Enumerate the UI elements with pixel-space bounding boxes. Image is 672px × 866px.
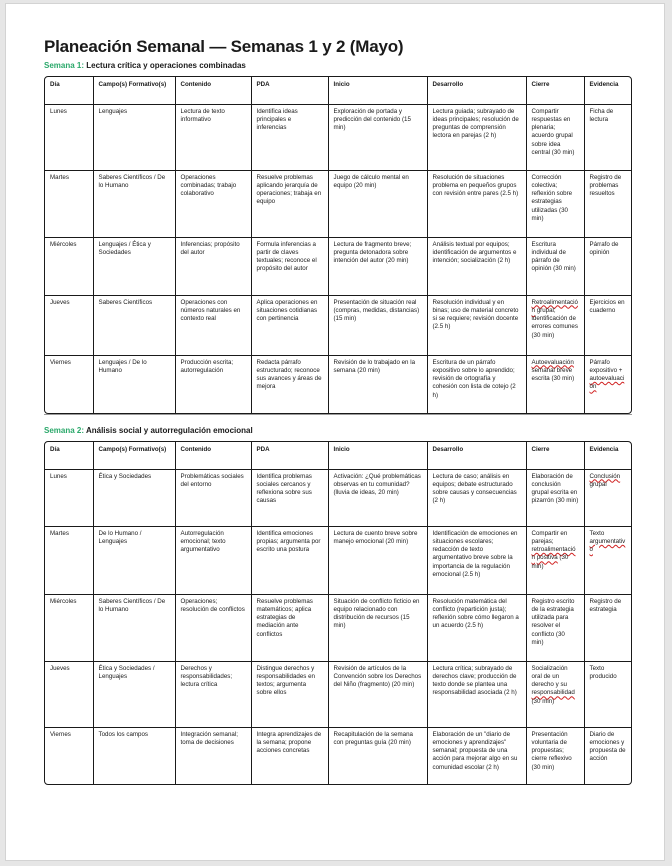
campo-cell: Lenguajes / Ética y Sociedades — [93, 237, 175, 295]
contenido-cell: Derechos y responsabilidades; lectura crítica — [175, 661, 251, 727]
table-row — [45, 727, 631, 784]
week1-label: Semana 1: — [44, 61, 85, 70]
evidencia-cell: Texto producido — [584, 661, 631, 727]
pda-cell: Resuelve problemas aplicando jerarquía de operaciones; trabaja en equipo — [251, 170, 328, 237]
campo-cell: Saberes Científicos — [93, 295, 175, 355]
col-header-desarrollo: Desarrollo — [427, 442, 526, 469]
col-header-campo: Campo(s) Formativo(s) — [93, 442, 175, 469]
week2-table — [45, 442, 631, 784]
contenido-cell: Operaciones con números naturales en contexto real — [175, 295, 251, 355]
col-header-cierre: Cierre — [526, 442, 584, 469]
table-row — [45, 661, 631, 727]
week2-table-frame — [44, 441, 632, 785]
col-header-dia: Día — [45, 442, 93, 469]
desarrollo-cell: Resolución matemática del conflicto (repartición justa); reflexión sobre cómo llegaron a un acuerdo (2.5 h) — [427, 594, 526, 661]
day-cell: Viernes — [45, 355, 93, 413]
evidencia-cell: Párrafo de opinión — [584, 237, 631, 295]
col-header-campo: Campo(s) Formativo(s) — [93, 77, 175, 104]
desarrollo-cell: Identificación de emociones en situaciones escolares; redacción de texto argumentativo breve sobre la importancia de la regulación emocional (2.5 h) — [427, 526, 526, 594]
inicio-cell: Juego de cálculo mental en equipo (20 min) — [328, 170, 427, 237]
table-row — [45, 295, 631, 355]
col-header-evidencia: Evidencia — [584, 77, 631, 104]
col-header-inicio: Inicio — [328, 442, 427, 469]
day-cell: Martes — [45, 526, 93, 594]
document-title: Planeación Semanal — Semanas 1 y 2 (Mayo) — [44, 37, 404, 56]
week2-label: Semana 2: — [44, 426, 85, 435]
contenido-cell: Operaciones combinadas; trabajo colaborativo — [175, 170, 251, 237]
desarrollo-cell: Lectura de caso; análisis en equipos; debate estructurado sobre causas y consecuencias (2 h) — [427, 469, 526, 526]
pda-cell: Resuelve problemas matemáticos; aplica estrategias de mediación ante conflictos — [251, 594, 328, 661]
day-cell: Martes — [45, 170, 93, 237]
cierre-cell: Compartir en parejas; retroalimentación positiva (30 min) — [526, 526, 584, 594]
inicio-cell: Lectura de fragmento breve; pregunta detonadora sobre intención del autor (20 min) — [328, 237, 427, 295]
pda-cell: Integra aprendizajes de la semana; propone acciones concretas — [251, 727, 328, 784]
evidencia-cell: Registro de estrategia — [584, 594, 631, 661]
evidencia-cell: Ejercicios en cuaderno — [584, 295, 631, 355]
week2-subtitle: Análisis social y autorregulación emocional — [85, 426, 253, 435]
contenido-cell: Problemáticas sociales del entorno — [175, 469, 251, 526]
week1-table — [45, 77, 631, 413]
week2-table-body — [45, 469, 631, 784]
day-cell: Lunes — [45, 104, 93, 170]
campo-cell: Todos los campos — [93, 727, 175, 784]
table-row — [45, 104, 631, 170]
desarrollo-cell: Elaboración de un "diario de emociones y aprendizajes" semanal; propuesta de una acción para mejorar algo en su comunidad escolar (2 h) — [427, 727, 526, 784]
contenido-cell: Autorregulación emocional; texto argumentativo — [175, 526, 251, 594]
desarrollo-cell: Escritura de un párrafo expositivo sobre lo aprendido; revisión de ortografía y cohesión con lista de cotejo (2 h) — [427, 355, 526, 413]
cierre-cell: Socialización oral de un derecho y su responsabilidad (30 min) — [526, 661, 584, 727]
week1-table-header — [45, 77, 631, 104]
document-page — [5, 3, 665, 861]
col-header-desarrollo: Desarrollo — [427, 77, 526, 104]
inicio-cell: Activación: ¿Qué problemáticas observas en tu comunidad? (lluvia de ideas, 20 min) — [328, 469, 427, 526]
contenido-cell: Inferencias; propósito del autor — [175, 237, 251, 295]
pda-cell: Aplica operaciones en situaciones cotidianas con pertinencia — [251, 295, 328, 355]
col-header-pda: PDA — [251, 442, 328, 469]
col-header-inicio: Inicio — [328, 77, 427, 104]
pda-cell: Identifica emociones propias; argumenta por escrito una postura — [251, 526, 328, 594]
pda-cell: Identifica problemas sociales cercanos y reflexiona sobre sus causas — [251, 469, 328, 526]
pda-cell: Redacta párrafo estructurado; reconoce sus avances y áreas de mejora — [251, 355, 328, 413]
cierre-cell: Elaboración de conclusión grupal escrita en pizarrón (30 min) — [526, 469, 584, 526]
section-divider — [44, 414, 632, 415]
week1-table-frame — [44, 76, 632, 414]
cierre-cell: Compartir respuestas en plenaria; acuerdo grupal sobre idea central (30 min) — [526, 104, 584, 170]
col-header-dia: Día — [45, 77, 93, 104]
pda-cell: Formula inferencias a partir de claves textuales; reconoce el propósito del autor — [251, 237, 328, 295]
table-row — [45, 355, 631, 413]
week1-table-body — [45, 104, 631, 413]
evidencia-cell: Registro de problemas resueltos — [584, 170, 631, 237]
table-row — [45, 469, 631, 526]
campo-cell: Ética y Sociedades — [93, 469, 175, 526]
evidencia-cell: Ficha de lectura — [584, 104, 631, 170]
day-cell: Miércoles — [45, 237, 93, 295]
inicio-cell: Situación de conflicto ficticio en equipo relacionado con distribución de recursos (15 min) — [328, 594, 427, 661]
inicio-cell: Lectura de cuento breve sobre manejo emocional (20 min) — [328, 526, 427, 594]
col-header-evidencia: Evidencia — [584, 442, 631, 469]
campo-cell: Ética y Sociedades / Lenguajes — [93, 661, 175, 727]
col-header-pda: PDA — [251, 77, 328, 104]
desarrollo-cell: Lectura crítica; subrayado de derechos clave; producción de texto donde se plantea una responsabilidad asociada (2 h) — [427, 661, 526, 727]
cierre-cell: Registro escrito de la estrategia utilizada para resolver el conflicto (30 min) — [526, 594, 584, 661]
cierre-cell: Retroalimentación grupal; identificación de errores comunes (30 min) — [526, 295, 584, 355]
campo-cell: Lenguajes — [93, 104, 175, 170]
inicio-cell: Revisión de lo trabajado en la semana (20 min) — [328, 355, 427, 413]
week1-heading — [44, 61, 246, 70]
desarrollo-cell: Resolución individual y en binas; uso de material concreto si se requiere; revisión docente (2.5 h) — [427, 295, 526, 355]
campo-cell: Saberes Científicos / De lo Humano — [93, 170, 175, 237]
evidencia-cell: Conclusión grupal — [584, 469, 631, 526]
inicio-cell: Recapitulación de la semana con preguntas guía (20 min) — [328, 727, 427, 784]
col-header-cierre: Cierre — [526, 77, 584, 104]
table-row — [45, 594, 631, 661]
contenido-cell: Lectura de texto informativo — [175, 104, 251, 170]
day-cell: Lunes — [45, 469, 93, 526]
table-row — [45, 526, 631, 594]
evidencia-cell: Texto argumentativo — [584, 526, 631, 594]
evidencia-cell: Párrafo expositivo + autoevaluación — [589, 358, 625, 391]
evidencia-cell: Diario de emociones y propuesta de acción — [589, 730, 626, 763]
cierre-cell: Escritura individual de párrafo de opinión (30 min) — [526, 237, 584, 295]
cierre-cell: Autoevaluación semanal breve escrita (30 min) — [526, 355, 584, 413]
cierre-cell: Presentación voluntaria de propuestas; cierre reflexivo (30 min) — [526, 727, 584, 784]
week2-heading — [44, 426, 253, 435]
campo-cell: De lo Humano / Lenguajes — [93, 526, 175, 594]
day-cell: Jueves — [45, 295, 93, 355]
contenido-cell: Integración semanal; toma de decisiones — [175, 727, 251, 784]
pda-cell: Identifica ideas principales e inferencias — [251, 104, 328, 170]
col-header-contenido: Contenido — [175, 77, 251, 104]
col-header-contenido: Contenido — [175, 442, 251, 469]
day-cell: Jueves — [45, 661, 93, 727]
day-cell: Miércoles — [45, 594, 93, 661]
contenido-cell: Producción escrita; autorregulación — [175, 355, 251, 413]
table-row — [45, 237, 631, 295]
table-row — [45, 170, 631, 237]
inicio-cell: Exploración de portada y predicción del contenido (15 min) — [328, 104, 427, 170]
week2-table-header — [45, 442, 631, 469]
inicio-cell: Presentación de situación real (compras, medidas, distancias) (15 min) — [328, 295, 427, 355]
inicio-cell: Revisión de artículos de la Convención sobre los Derechos del Niño (fragmento) (20 min) — [328, 661, 427, 727]
pda-cell: Distingue derechos y responsabilidades en textos; argumenta sobre ellos — [251, 661, 328, 727]
desarrollo-cell: Resolución de situaciones problema en pequeños grupos con revisión entre pares (2.5 h) — [427, 170, 526, 237]
campo-cell: Lenguajes / De lo Humano — [93, 355, 175, 413]
week1-subtitle: Lectura crítica y operaciones combinadas — [86, 61, 246, 70]
desarrollo-cell: Análisis textual por equipos; identificación de argumentos e intención; socialización (2 h) — [427, 237, 526, 295]
day-cell: Viernes — [45, 727, 93, 784]
cierre-cell: Corrección colectiva; reflexión sobre estrategias utilizadas (30 min) — [526, 170, 584, 237]
contenido-cell: Operaciones; resolución de conflictos — [175, 594, 251, 661]
desarrollo-cell: Lectura guiada; subrayado de ideas principales; resolución de preguntas de comprensión lectora en parejas (2 h) — [427, 104, 526, 170]
campo-cell: Saberes Científicos / De lo Humano — [93, 594, 175, 661]
